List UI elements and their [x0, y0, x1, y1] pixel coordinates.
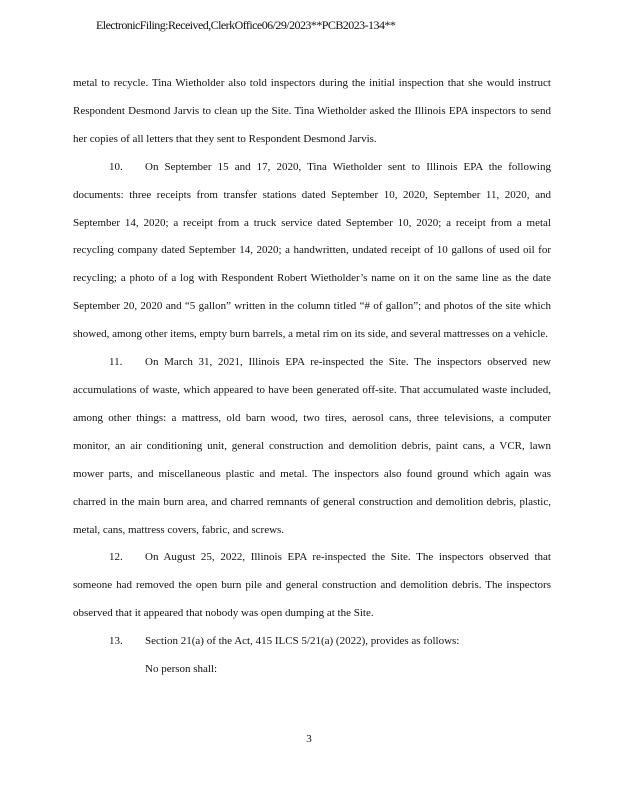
paragraph-text: On March 31, 2021, Illinois EPA re-inspected the Site. The inspectors observed new accumulations of waste, which appeared to have been generated off-site. That accumulated waste included, among other things: a mattress, old barn wood, two tires, aerosol cans, three televisions, a computer monitor, an air conditioning unit, general construction and demolition debris, paint cans, a VCR, lawn mower parts, and miscellaneous plastic and metal. The inspectors also found ground which again was charred in the main burn area, and charred remnants of general construction and demolition debris, plastic, metal, cans, mattress covers, fabric, and screws.	[73, 356, 551, 536]
paragraph-13	[73, 628, 551, 656]
paragraph-text: On August 25, 2022, Illinois EPA re-inspected the Site. The inspectors observed that someone had removed the open burn pile and general construction and demolition debris. The inspectors observed that it appeared that nobody was open dumping at the Site.	[73, 551, 551, 620]
paragraph-number: 12.	[109, 551, 123, 564]
paragraph-11	[73, 349, 551, 544]
document-body	[73, 70, 551, 684]
page-number: 3	[306, 733, 312, 745]
paragraph-number: 11.	[109, 356, 123, 369]
paragraph-text: Section 21(a) of the Act, 415 ILCS 5/21(a) (2022), provides as follows:	[145, 635, 460, 648]
paragraph-10	[73, 154, 551, 349]
filing-stamp-header: ElectronicFiling:Received,ClerkOffice06/29/2023**PCB2023-134**	[96, 18, 396, 32]
paragraph-text: On September 15 and 17, 2020, Tina Wietholder sent to Illinois EPA the following documents: three receipts from transfer stations dated September 10, 2020, September 11, 2020, and September 14, 2020; a receipt from a truck service dated September 10, 2020; a receipt from a metal recycling company dated September 14, 2020; a handwritten, undated receipt of 10 gallons of used oil for recycling; a photo of a log with Respondent Robert Wietholder’s name on it on the same line as the date September 20, 2020 and “5 gallon” written in the column titled “# of gallon”; and photos of the site which showed, among other items, empty burn barrels, a metal rim on its side, and several mattresses on a vehicle.	[73, 160, 551, 341]
paragraph-12	[73, 544, 551, 628]
paragraph-number: 10.	[109, 160, 123, 173]
continuation-paragraph: metal to recycle. Tina Wietholder also told inspectors during the initial inspection that she would instruct Respondent Desmond Jarvis to clean up the Site. Tina Wietholder asked the Illinois EPA inspectors to send her copies of all letters that they sent to Respondent Desmond Jarvis.	[73, 77, 551, 145]
statute-quote: No person shall:	[145, 663, 218, 676]
paragraph-number: 13.	[109, 635, 123, 648]
